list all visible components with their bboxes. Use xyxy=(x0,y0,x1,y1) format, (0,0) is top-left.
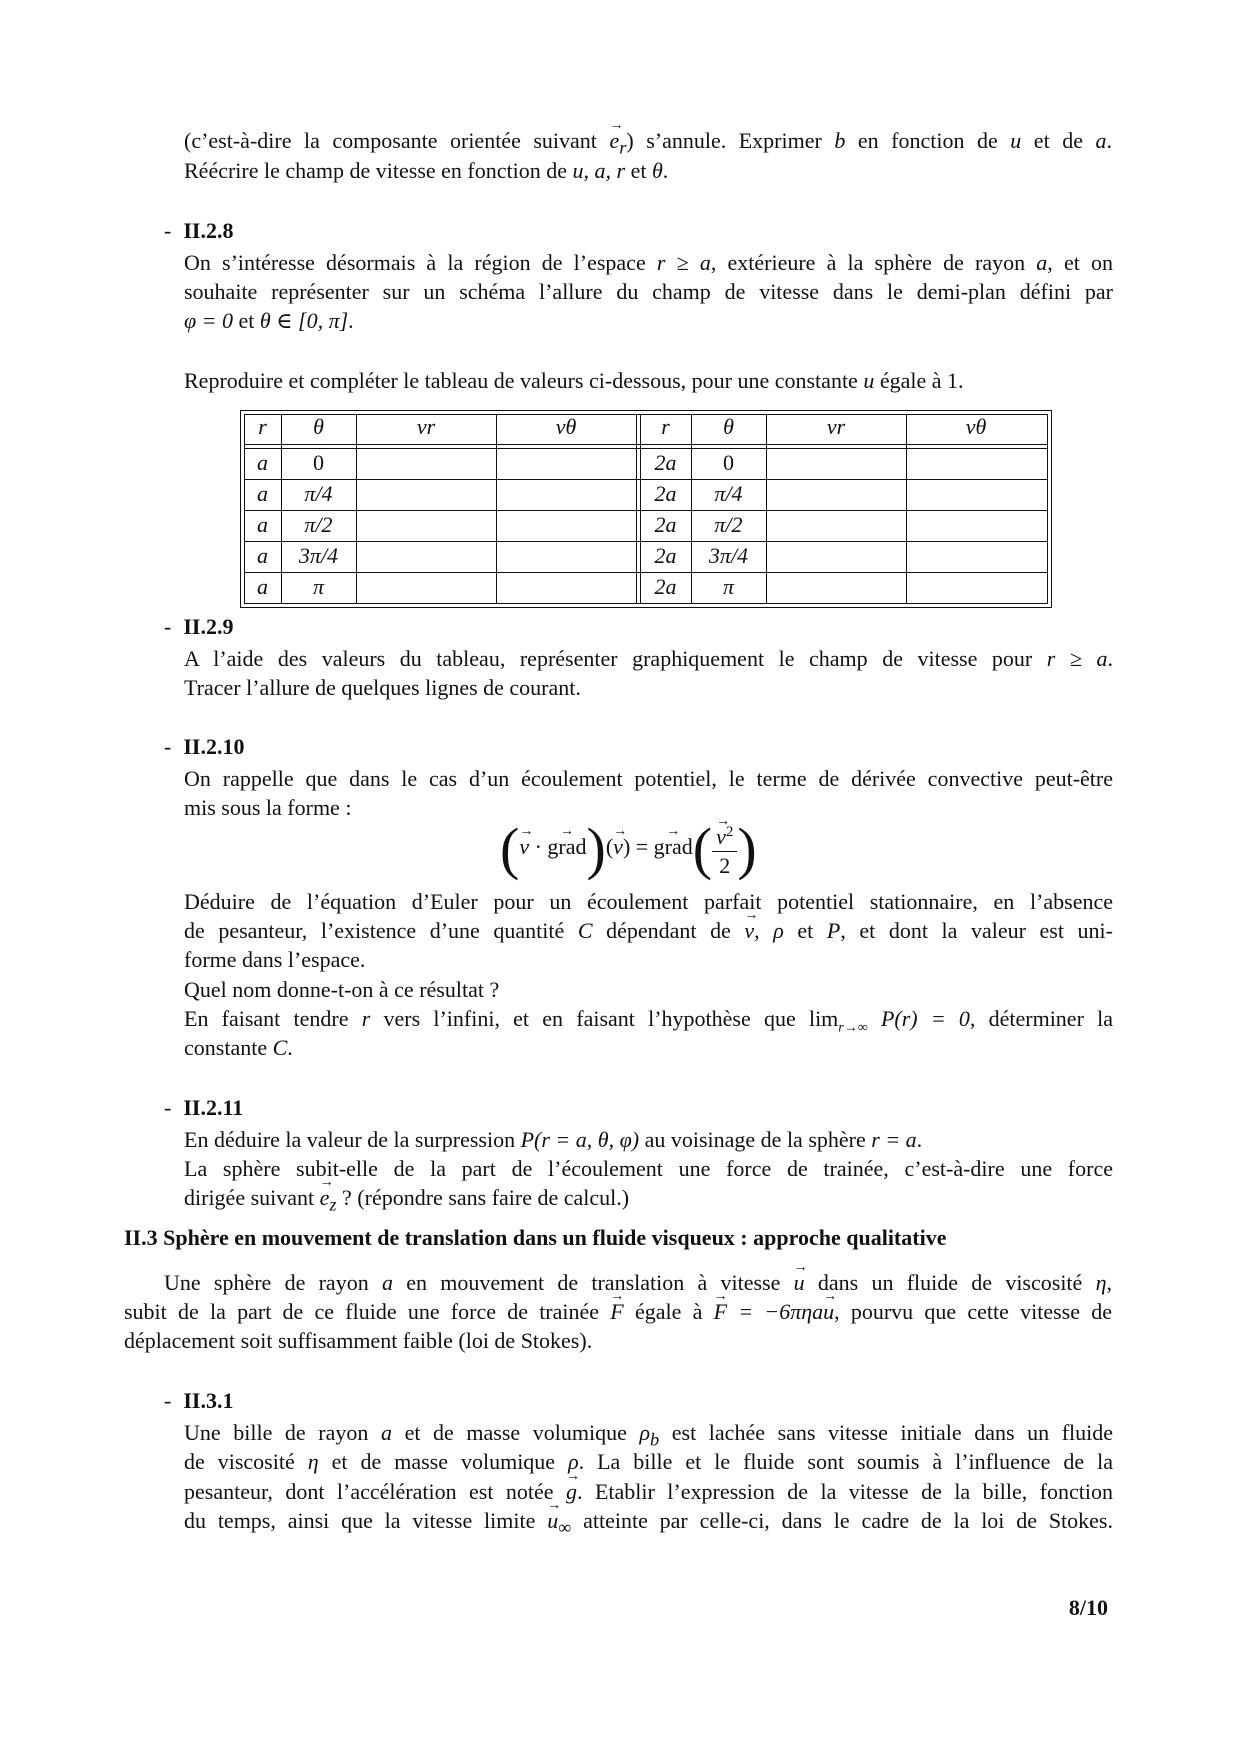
table-vline xyxy=(766,414,767,604)
table-cell: 0 xyxy=(723,450,734,475)
q2210-line-8: constante C. xyxy=(184,1035,293,1060)
table-cell: π/4 xyxy=(714,481,743,506)
values-table xyxy=(240,410,1052,610)
q2210-line-4: de pesanteur, l’existence d’une quantité C dépendant de → v, ρ et P, et dont la valeur est uni- xyxy=(184,916,1113,946)
q2211-line-2: La sphère subit-elle de la part de l’écoulement une force de trainée, c’est-à-dire une force xyxy=(184,1156,1113,1181)
table-cell: a xyxy=(257,481,268,506)
table-header-r: r xyxy=(258,414,267,439)
table-cell: a xyxy=(257,512,268,537)
intro-line-1: (c’est-à-dire la composante orientée suivant → $e_r$) s’annule. Exprimer b en fonction de u et de a. xyxy=(184,126,1112,162)
table-cell: a xyxy=(257,543,268,568)
question-label-II-2-10: - II.2.10 xyxy=(164,734,245,759)
q2210-line-7: En faisant tendre r vers l’infini, et en faisant l’hypothèse que $\lim_{r\to\infty} P(r) = 0$, déterminer la xyxy=(184,1006,1113,1036)
table-header-vr: vr xyxy=(416,414,436,439)
table-header-vr-2: vr xyxy=(826,414,846,439)
q2210-line-2: mis sous la forme : xyxy=(184,795,352,820)
table-header-r-2: r xyxy=(661,414,670,439)
table-cell: 0 xyxy=(313,450,324,475)
q228-line-1: On s’intéresse désormais à la région de l’espace r ≥ a, extérieure à la sphère de rayon a, et on xyxy=(184,250,1113,275)
table-cell: π/2 xyxy=(304,512,333,537)
question-label-II-3-1: - II.3.1 xyxy=(164,1388,234,1413)
q228-line-3: φ = 0 et θ ∈ [0, π]. xyxy=(184,308,354,333)
table-hline xyxy=(244,444,1048,445)
table-vline xyxy=(356,414,357,604)
intro-line-2: Réécrire le champ de vitesse en fonction de u, a, r et θ. xyxy=(184,158,669,183)
question-label-II-2-8: - II.2.8 xyxy=(164,218,234,243)
sec23-line-2: subit de la part de ce fluide une force de trainée → F égale à → F = −6πηa→ u, pourvu que cette vitesse de xyxy=(124,1297,1112,1327)
table-cell: 3π/4 xyxy=(298,543,339,568)
q231-line-1: Une bille de rayon a et de masse volumique $\rho_b$ est lachée sans vitesse initiale dans un fluide xyxy=(184,1420,1114,1450)
table-cell: π xyxy=(312,574,325,599)
q2210-line-1: On rappelle que dans le cas d’un écoulement potentiel, le terme de dérivée convective peut-être xyxy=(184,766,1113,791)
table-cell: a xyxy=(257,450,268,475)
q2210-line-5: forme dans l’espace. xyxy=(184,947,366,972)
page-number: 8/10 xyxy=(1068,1595,1108,1620)
table-cell: π/2 xyxy=(714,512,743,537)
q2210-line-3: Déduire de l’équation d’Euler pour un écoulement parfait potentiel stationnaire, en l’absence xyxy=(184,889,1113,914)
q2211-line-3: dirigée suivant → $e_z$ ? (répondre sans faire de calcul.) xyxy=(184,1183,629,1219)
section-title-II-3: II.3 Sphère en mouvement de translation dans un fluide visqueux : approche qualitative xyxy=(124,1225,947,1250)
q231-line-3: pesanteur, dont l’accélération est notée → g. Etablir l’expression de la vitesse de la bille, fonction xyxy=(184,1477,1113,1507)
table-cell: 2a xyxy=(654,450,677,475)
table-vline xyxy=(496,414,497,604)
question-label-II-2-9: - II.2.9 xyxy=(164,614,234,639)
q228-line-2: souhaite représenter sur un schéma l’allure du champ de vitesse dans le demi-plan défini par xyxy=(184,279,1113,304)
q228-line-4: Reproduire et compléter le tableau de valeurs ci-dessous, pour une constante u égale à 1. xyxy=(184,368,964,393)
table-cell: π/4 xyxy=(304,481,333,506)
sec23-line-1: Une sphère de rayon a en mouvement de translation à vitesse → u dans un fluide de viscosité η, xyxy=(164,1268,1112,1298)
table-cell: a xyxy=(257,574,268,599)
table-cell: 2a xyxy=(654,574,677,599)
convective-derivative-equation: (→ v · → grad)(→ v) = → grad( → $\frac{v^2}{2}$ ) xyxy=(500,812,757,882)
table-vline xyxy=(636,414,637,604)
q231-line-2: de viscosité η et de masse volumique ρ. La bille et le fluide sont soumis à l’influence de la xyxy=(184,1449,1113,1474)
table-cell: 3π/4 xyxy=(708,543,749,568)
q2211-line-1: En déduire la valeur de la surpression P(r = a, θ, φ) au voisinage de la sphère r = a. xyxy=(184,1127,923,1152)
table-cell: π xyxy=(722,574,735,599)
table-vline xyxy=(906,414,907,604)
table-header-theta-2: θ xyxy=(723,414,734,439)
q231-line-4: du temps, ainsi que la vitesse limite → $u_\infty$ atteinte par celle-ci, dans le cadre de la loi de Stokes. xyxy=(184,1506,1113,1542)
question-label-II-2-11: - II.2.11 xyxy=(164,1095,244,1120)
q2210-line-6: Quel nom donne-t-on à ce résultat ? xyxy=(184,977,500,1002)
q229-line-1: A l’aide des valeurs du tableau, représenter graphiquement le champ de vitesse pour r ≥ a. xyxy=(184,646,1113,671)
table-cell: 2a xyxy=(654,481,677,506)
sec23-line-3: déplacement soit suffisamment faible (loi de Stokes). xyxy=(124,1328,593,1353)
table-header-theta: θ xyxy=(313,414,324,439)
table-cell: 2a xyxy=(654,543,677,568)
table-cell: 2a xyxy=(654,512,677,537)
q229-line-2: Tracer l’allure de quelques lignes de courant. xyxy=(184,675,581,700)
table-header-vtheta-2: vθ xyxy=(965,414,987,439)
table-header-vtheta: vθ xyxy=(555,414,577,439)
